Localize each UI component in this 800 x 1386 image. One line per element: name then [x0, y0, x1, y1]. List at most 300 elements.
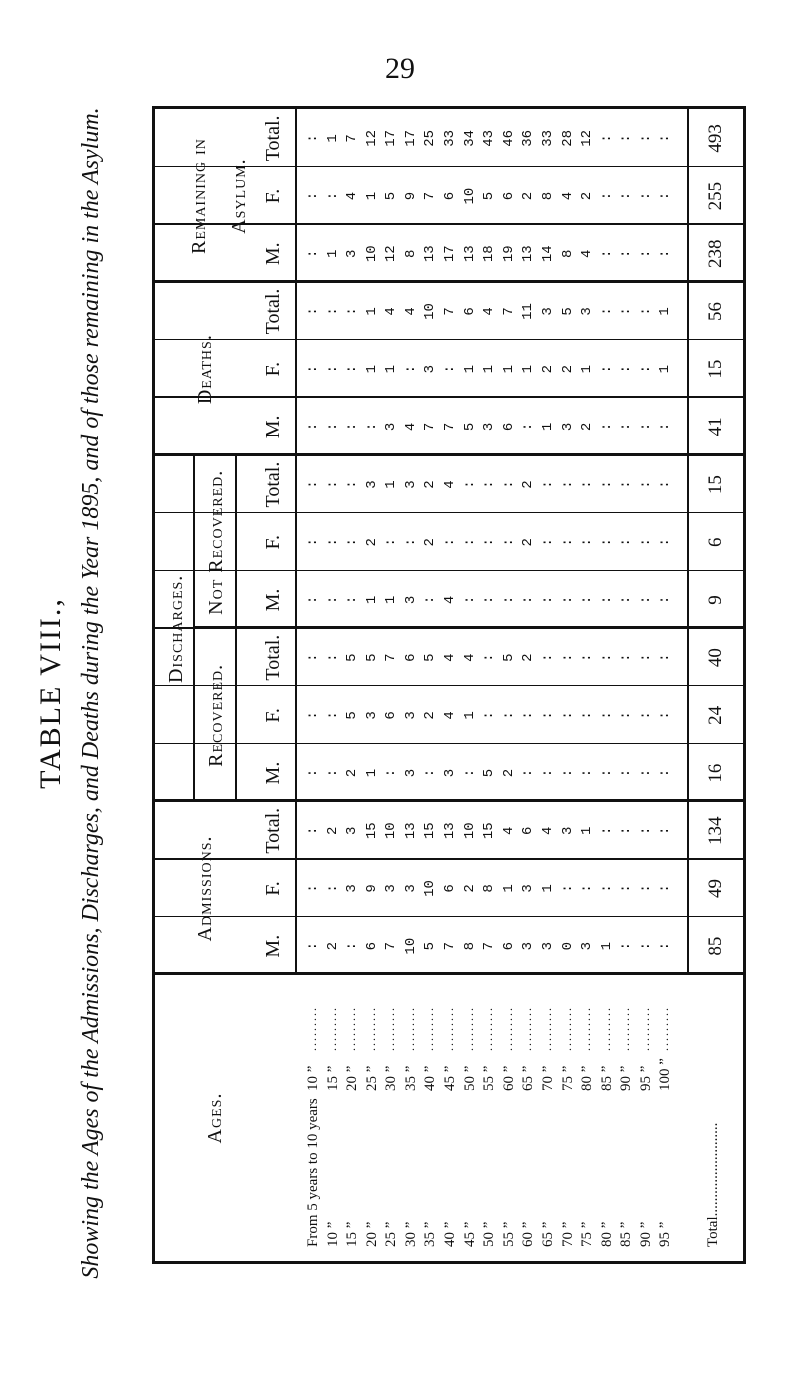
column-label: M. [262, 761, 284, 785]
table-cell: 13 [422, 245, 439, 263]
leader-dots: ......... [618, 1006, 633, 1051]
age-range-end: 100 ” [657, 1058, 674, 1091]
table-cell: 6 [500, 191, 517, 201]
table-cell: 10 [461, 187, 478, 205]
table-cell: : [637, 364, 654, 374]
table-cell: 33 [539, 129, 556, 147]
header-rule [295, 109, 297, 975]
table-cell: 1 [324, 134, 341, 143]
table-cell: 3 [559, 826, 576, 835]
age-range-end: 40 ” [422, 1065, 439, 1091]
table-cell: : [618, 653, 635, 662]
table-cell: : [422, 595, 439, 605]
table-cell: 34 [461, 129, 478, 147]
table-cell: : [637, 768, 654, 778]
leader-dots: ......... [520, 1006, 535, 1051]
table-cell: : [637, 941, 654, 951]
table-cell: : [657, 538, 674, 547]
table-cell: 3 [520, 941, 537, 951]
table-cell: 7 [481, 941, 498, 951]
table-cell: : [324, 307, 341, 316]
table-cell: : [500, 711, 517, 720]
table-cell: 1 [520, 364, 537, 374]
table-cell: : [305, 480, 321, 489]
table-cell: : [500, 480, 517, 489]
table-cell: 1 [363, 307, 380, 316]
age-range: 40 ” [442, 1221, 459, 1247]
table-cell: 13 [402, 822, 419, 840]
table-cell: : [579, 884, 596, 893]
leader-dots: ......... [442, 1006, 457, 1051]
table-cell: 1 [383, 364, 400, 374]
table-cell: 2 [579, 422, 596, 432]
table-cell: 14 [539, 245, 556, 263]
age-range: 70 ” [559, 1221, 576, 1247]
table-cell: 2 [422, 480, 439, 489]
age-range: 20 ” [363, 1221, 380, 1247]
table-cell: 1 [481, 364, 498, 374]
table-cell: : [657, 711, 674, 720]
table-caption: Showing the Ages of the Admissions, Discharges, and Deaths during the Year 1895, and of those remaining in the Asylum. [78, 107, 104, 1279]
table-cell: 7 [383, 941, 400, 951]
column-label: F. [262, 881, 284, 896]
table-cell: : [539, 653, 556, 662]
table-cell: : [324, 653, 341, 662]
column-label: Total. [262, 115, 284, 162]
age-range-end: 45 ” [442, 1065, 459, 1091]
table-cell: 46 [500, 129, 517, 147]
table-cell: : [559, 538, 576, 547]
table-cell: : [305, 768, 321, 778]
table-cell: 2 [324, 826, 341, 835]
leader-dots: ......... [402, 1006, 417, 1051]
column-label: F. [262, 361, 284, 377]
table-cell: : [598, 307, 615, 316]
age-range: 15 ” [344, 1221, 361, 1247]
table-cell: 3 [383, 884, 400, 893]
table-cell: : [598, 538, 615, 547]
table-cell: 3 [363, 711, 380, 720]
column-total: 85 [705, 936, 726, 956]
table-cell: : [598, 653, 615, 662]
table-cell: : [481, 711, 498, 720]
table-cell: 7 [442, 307, 459, 316]
column-label: M. [262, 588, 284, 612]
table-cell: 3 [402, 595, 419, 605]
leader-dots: ......... [363, 1006, 378, 1051]
table-cell: 36 [520, 129, 537, 147]
table-cell: : [618, 941, 635, 951]
table-cell: : [618, 711, 635, 720]
table-cell: 2 [422, 711, 439, 720]
column-label: F. [262, 708, 284, 723]
table-cell: : [637, 307, 654, 316]
table-cell: : [305, 134, 321, 143]
age-range: 10 ” [324, 1221, 341, 1247]
column-total: 134 [705, 816, 726, 846]
table-cell: : [363, 422, 380, 432]
table-cell: 28 [559, 129, 576, 147]
table-cell: : [657, 422, 674, 432]
table-cell: 8 [402, 249, 419, 258]
not-recovered-header: Not Recovered. [205, 469, 227, 615]
total-label: Total......................... [705, 1122, 721, 1247]
table-cell: 2 [461, 884, 478, 893]
table-cell: 13 [461, 245, 478, 263]
table-cell: 3 [402, 711, 419, 720]
column-total: 255 [705, 181, 726, 211]
table-cell: 43 [481, 129, 498, 147]
column-total: 16 [705, 763, 726, 783]
column-label: F. [262, 188, 284, 204]
table-cell: 8 [481, 884, 498, 893]
table-cell: 2 [363, 538, 380, 547]
table-cell: : [618, 768, 635, 778]
table-cell: : [598, 711, 615, 720]
subgroup-rule [235, 456, 237, 802]
statistics-table [152, 106, 746, 1264]
table-cell: : [657, 134, 674, 143]
table-cell: 9 [363, 884, 380, 893]
age-range: 90 ” [637, 1221, 654, 1247]
table-cell: : [539, 538, 556, 547]
table-cell: 8 [539, 191, 556, 201]
age-range-end: 50 ” [461, 1065, 478, 1091]
column-total: 9 [705, 595, 726, 605]
table-cell: : [344, 364, 361, 374]
ages-header: Ages. [204, 1092, 226, 1144]
table-cell: 10 [383, 822, 400, 840]
table-cell: : [305, 191, 321, 201]
table-cell: : [618, 307, 635, 316]
age-range: 25 ” [383, 1221, 400, 1247]
table-cell: 3 [481, 422, 498, 432]
table-cell: : [637, 538, 654, 547]
table-cell: : [618, 480, 635, 489]
age-range-end: 75 ” [559, 1065, 576, 1091]
age-range: 35 ” [422, 1221, 439, 1247]
table-cell: 2 [520, 480, 537, 489]
table-cell: : [539, 480, 556, 489]
column-total: 56 [705, 301, 726, 321]
table-cell: 18 [481, 245, 498, 263]
page-number: 29 [385, 52, 415, 85]
table-cell: : [305, 884, 321, 893]
table-cell: 10 [422, 303, 439, 320]
table-cell: 5 [481, 768, 498, 778]
table-cell: : [324, 538, 341, 547]
table-cell: 7 [422, 422, 439, 432]
age-range-end: 80 ” [579, 1065, 596, 1091]
table-cell: 7 [383, 653, 400, 662]
remaining-header: Remaining in Asylum. [188, 138, 250, 255]
table-cell: 3 [422, 364, 439, 374]
table-cell: : [657, 653, 674, 662]
table-cell: 10 [363, 245, 380, 263]
column-label: M. [262, 415, 284, 439]
leader-dots: ......... [657, 1006, 672, 1051]
table-cell: : [657, 480, 674, 489]
table-cell: 1 [363, 768, 380, 778]
column-label: Total. [262, 461, 284, 508]
table-cell: 2 [539, 364, 556, 374]
age-range: 45 ” [461, 1221, 478, 1247]
table-cell: : [500, 538, 517, 547]
table-cell: 1 [461, 711, 478, 720]
table-cell: : [559, 884, 576, 893]
table-cell: 7 [442, 422, 459, 432]
column-label: Total. [262, 634, 284, 681]
table-cell: 3 [383, 422, 400, 432]
age-range-end: 15 ” [324, 1065, 341, 1091]
table-cell: : [598, 191, 615, 201]
table-cell: 6 [402, 653, 419, 662]
table-cell: 3 [402, 884, 419, 893]
table-cell: 1 [500, 884, 517, 893]
table-cell: 4 [402, 422, 419, 432]
table-cell: : [383, 768, 400, 778]
column-total: 41 [705, 417, 726, 437]
table-cell: : [324, 768, 341, 778]
table-cell: 7 [344, 134, 361, 143]
table-cell: : [461, 768, 478, 778]
table-cell: : [324, 422, 341, 432]
age-range: From 5 years to 10 years [305, 1098, 321, 1247]
table-cell: 3 [579, 941, 596, 951]
table-cell: 5 [422, 941, 439, 951]
table-cell: 10 [422, 880, 439, 897]
discharges-split-rule [193, 456, 195, 802]
table-number: TABLE VIII., [34, 597, 67, 789]
table-cell: 1 [657, 307, 674, 316]
leader-dots: ......... [598, 1006, 613, 1051]
table-cell: 12 [383, 245, 400, 263]
table-cell: 5 [559, 307, 576, 316]
leader-dots: ......... [383, 1006, 398, 1051]
column-label: M. [262, 934, 284, 958]
age-range-end: 20 ” [344, 1065, 361, 1091]
column-total: 24 [705, 705, 726, 725]
table-cell: 2 [520, 538, 537, 547]
table-cell: : [344, 422, 361, 432]
table-cell: 4 [461, 653, 478, 662]
table-cell: : [657, 826, 674, 835]
table-cell: : [305, 941, 321, 951]
table-cell: : [305, 653, 321, 662]
table-cell: : [324, 884, 341, 893]
total-rule [687, 109, 689, 975]
leader-dots: ......... [481, 1006, 496, 1051]
column-label: F. [262, 535, 284, 550]
table-cell: 3 [520, 884, 537, 893]
table-cell: 12 [579, 129, 596, 147]
table-cell: 13 [520, 245, 537, 263]
table-cell: 9 [402, 191, 419, 201]
age-range: 85 ” [618, 1221, 635, 1247]
table-cell: : [461, 480, 478, 489]
table-cell: : [559, 768, 576, 778]
table-cell: 4 [442, 480, 459, 489]
leader-dots: ......... [539, 1006, 554, 1051]
table-cell: : [657, 249, 674, 258]
table-cell: 6 [363, 941, 380, 951]
table-cell: 4 [442, 595, 459, 605]
table-cell: 1 [363, 595, 380, 605]
table-cell: : [618, 191, 635, 201]
table-cell: : [579, 480, 596, 489]
table-cell: : [481, 538, 498, 547]
table-cell: : [324, 595, 341, 605]
table-cell: : [559, 653, 576, 662]
column-total: 493 [705, 124, 726, 153]
table-cell: 11 [520, 303, 537, 320]
table-cell: : [402, 364, 419, 374]
table-cell: : [637, 480, 654, 489]
column-label: Total. [262, 288, 284, 335]
table-cell: : [442, 538, 459, 547]
table-cell: 4 [442, 711, 459, 720]
table-cell: 12 [363, 129, 380, 147]
table-cell: 6 [383, 711, 400, 720]
table-cell: 1 [500, 364, 517, 374]
column-total: 6 [705, 537, 726, 548]
table-cell: : [618, 595, 635, 605]
table-cell: 1 [539, 884, 556, 893]
table-cell: 4 [500, 826, 517, 835]
table-cell: 6 [442, 191, 459, 201]
table-cell: : [637, 711, 654, 720]
admissions-header: Admissions. [194, 835, 216, 942]
table-cell: 1 [383, 480, 400, 489]
table-cell: 2 [324, 941, 341, 951]
table-cell: : [305, 595, 321, 605]
table-cell: 1 [598, 941, 615, 951]
table-cell: 1 [579, 364, 596, 374]
table-cell: : [305, 711, 321, 720]
table-cell: : [598, 768, 615, 778]
table-cell: 3 [539, 307, 556, 316]
table-cell: : [539, 595, 556, 605]
table-cell: : [344, 538, 361, 547]
table-cell: 5 [461, 422, 478, 432]
table-cell: : [305, 249, 321, 258]
age-range-end: 85 ” [598, 1065, 615, 1091]
table-cell: 2 [500, 768, 517, 778]
table-cell: : [500, 595, 517, 605]
table-cell: : [461, 538, 478, 547]
age-range: 60 ” [520, 1221, 537, 1247]
table-cell: 2 [559, 364, 576, 374]
column-label: Total. [262, 807, 284, 854]
table-cell: : [618, 538, 635, 547]
table-cell: 8 [559, 249, 576, 258]
table-cell: : [520, 422, 537, 432]
table-cell: : [618, 249, 635, 258]
table-cell: : [657, 595, 674, 605]
table-cell: : [481, 595, 498, 605]
table-cell: 1 [324, 249, 341, 258]
table-cell: : [344, 595, 361, 605]
table-cell: : [579, 768, 596, 778]
table-cell: : [657, 941, 674, 951]
table-cell: 6 [461, 307, 478, 316]
table-cell: : [657, 191, 674, 201]
table-cell: 3 [442, 768, 459, 778]
discharges-header: Discharges. [165, 574, 187, 683]
table-cell: 5 [422, 653, 439, 662]
table-cell: 4 [344, 191, 361, 201]
table-cell: 4 [559, 191, 576, 201]
table-cell: 4 [539, 826, 556, 835]
table-cell: : [598, 134, 615, 143]
table-cell: 10 [402, 937, 419, 955]
table-cell: : [402, 538, 419, 547]
age-range: 75 ” [579, 1221, 596, 1247]
table-cell: : [598, 595, 615, 605]
table-cell: : [344, 307, 361, 316]
table-cell: 7 [500, 307, 517, 316]
table-cell: : [618, 884, 635, 893]
leader-dots: ......... [579, 1006, 594, 1051]
recovered-header: Recovered. [205, 663, 227, 767]
table-cell: 4 [442, 653, 459, 662]
table-cell: 17 [402, 129, 419, 147]
table-cell: 4 [579, 249, 596, 258]
table-cell: : [579, 711, 596, 720]
age-range: 50 ” [481, 1221, 498, 1247]
table-cell: : [618, 364, 635, 374]
table-cell: 3 [402, 768, 419, 778]
leader-dots: ......... [559, 1006, 574, 1051]
table-cell: : [637, 134, 654, 143]
table-cell: : [598, 884, 615, 893]
table-cell: 2 [579, 191, 596, 201]
table-cell: : [637, 826, 654, 835]
table-cell: : [598, 826, 615, 835]
column-total: 40 [705, 648, 726, 668]
leader-dots: ......... [344, 1006, 359, 1051]
leader-dots: ......... [422, 1006, 437, 1051]
age-range-end: 30 ” [383, 1065, 400, 1091]
table-cell: 5 [344, 653, 361, 662]
table-cell: : [637, 191, 654, 201]
table-cell: 5 [383, 191, 400, 201]
table-cell: : [305, 364, 321, 374]
table-cell: : [324, 191, 341, 201]
table-cell: 17 [442, 245, 459, 263]
table-cell: 1 [657, 364, 674, 374]
table-cell: 5 [344, 711, 361, 720]
table-cell: 1 [579, 826, 596, 835]
age-range-end: 90 ” [618, 1065, 635, 1091]
table-cell: 15 [481, 822, 498, 840]
table-cell: 3 [402, 480, 419, 489]
age-range-end: 25 ” [363, 1065, 380, 1091]
table-cell: 1 [363, 191, 380, 201]
table-cell: : [305, 826, 321, 835]
table-cell: 15 [422, 822, 439, 840]
age-range-end: 35 ” [402, 1065, 419, 1091]
table-cell: 4 [402, 307, 419, 316]
table-cell: : [598, 480, 615, 489]
table-cell: : [579, 595, 596, 605]
table-cell: 3 [344, 249, 361, 258]
table-cell: : [422, 768, 439, 778]
leader-dots: ......... [461, 1006, 476, 1051]
table-cell: 13 [442, 822, 459, 840]
table-cell: : [598, 249, 615, 258]
table-cell: 3 [344, 826, 361, 835]
